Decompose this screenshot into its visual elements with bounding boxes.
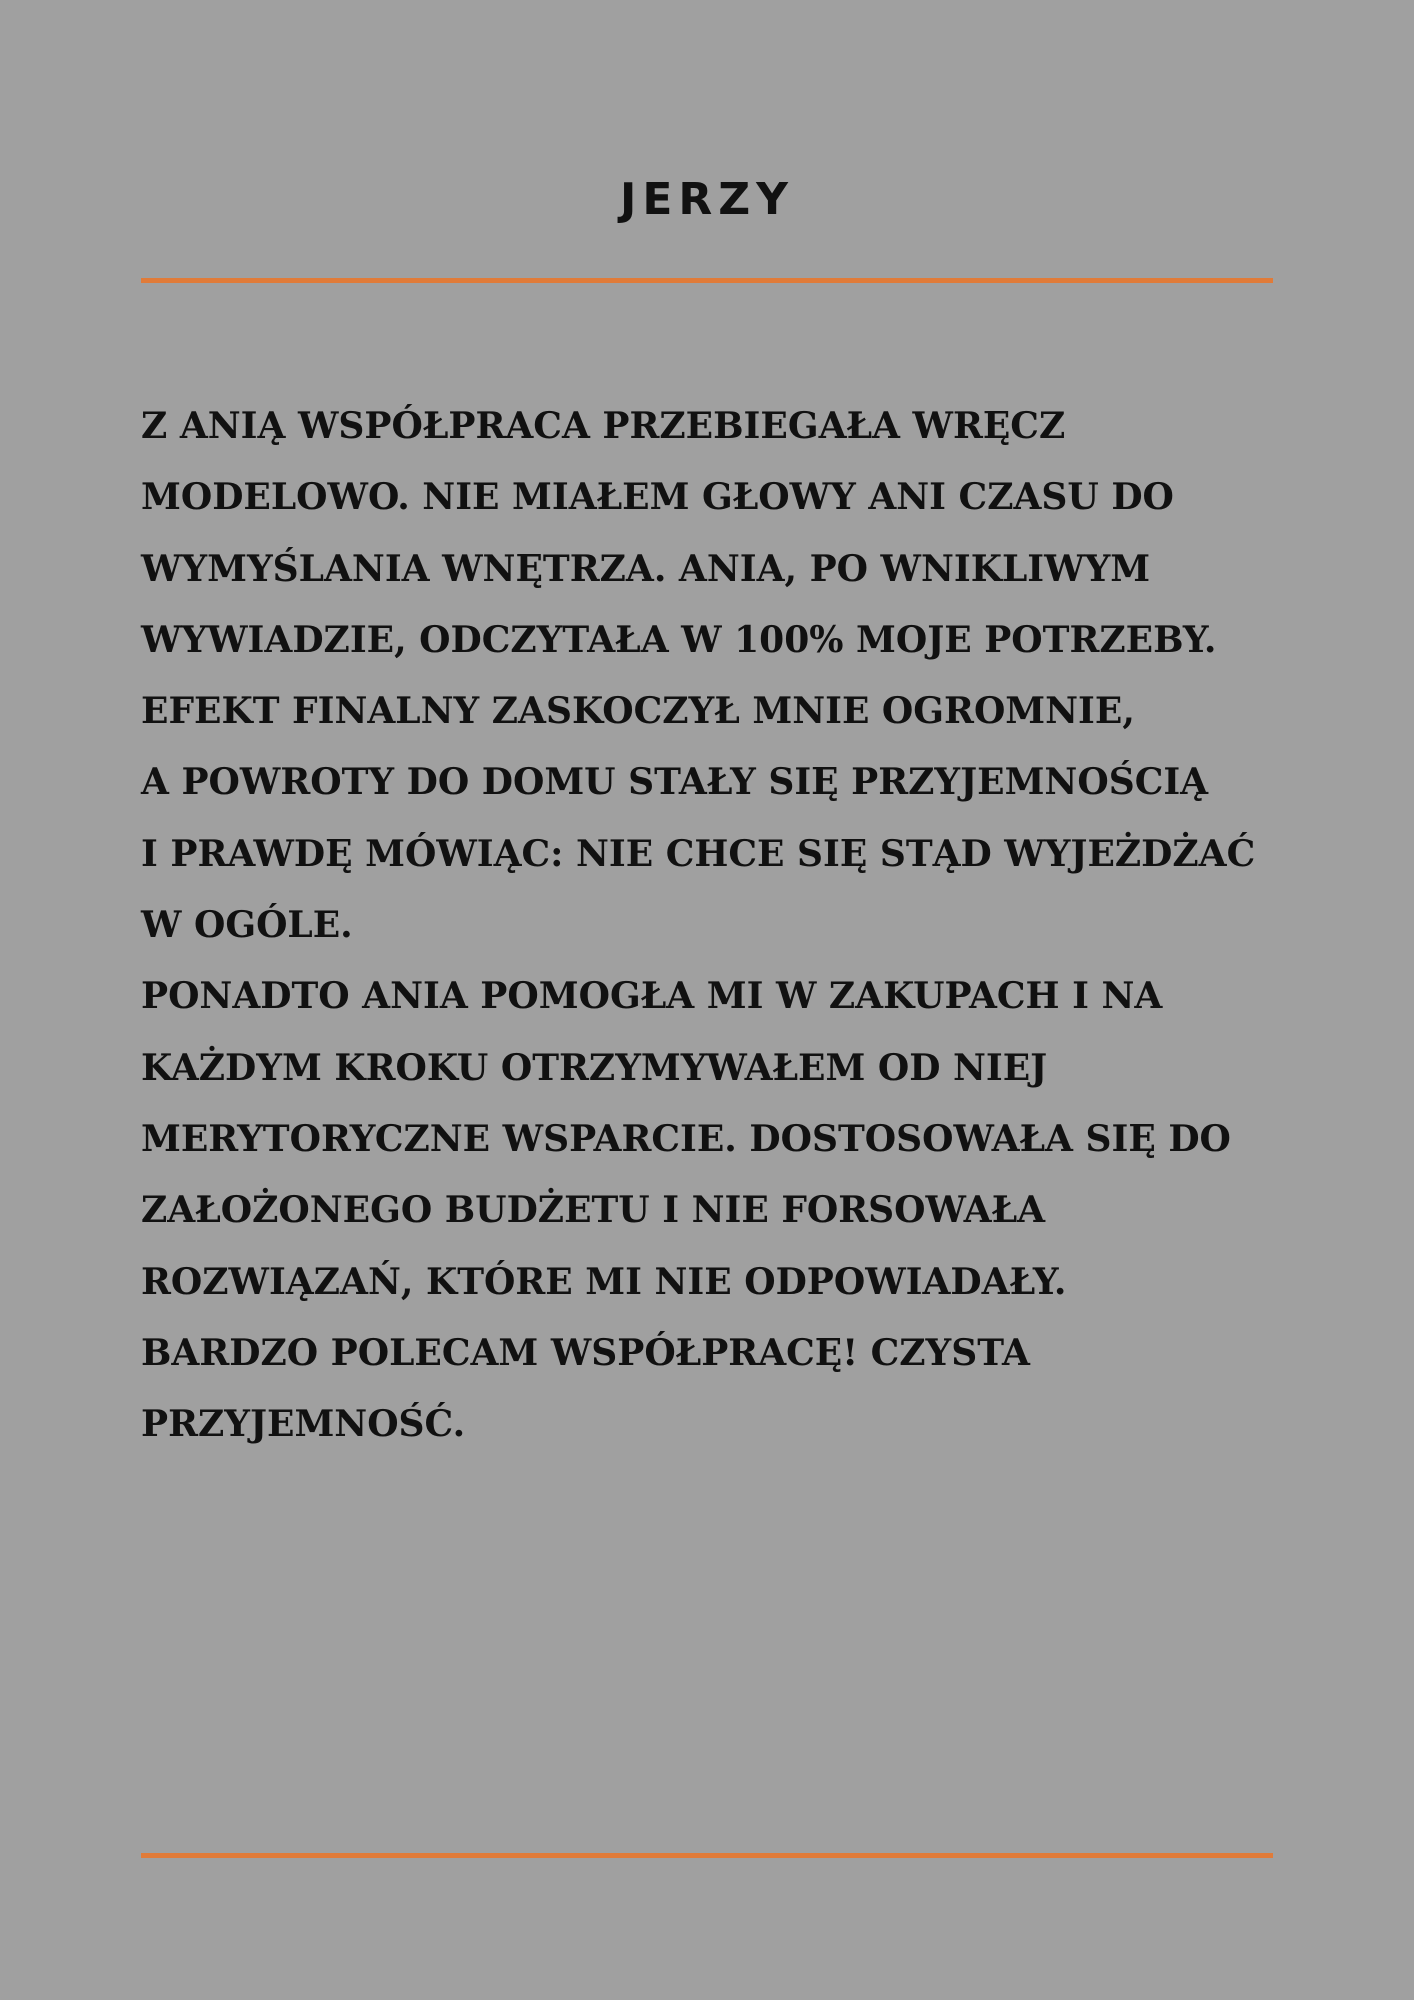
page-title: JERZY — [619, 174, 795, 225]
testimonial-line: A POWROTY DO DOMU STAŁY SIĘ PRZYJEMNOŚCIĄ — [141, 761, 1209, 804]
testimonial-line: WYMYŚLANIA WNĘTRZA. ANIA, PO WNIKLIWYM — [141, 547, 1151, 590]
testimonial-line: EFEKT FINALNY ZASKOCZYŁ MNIE OGROMNIE, — [141, 690, 1135, 733]
testimonial-line: PRZYJEMNOŚĆ. — [141, 1403, 466, 1446]
testimonial-line: ROZWIĄZAŃ, KTÓRE MI NIE ODPOWIADAŁY. — [141, 1260, 1067, 1303]
testimonial-line: PONADTO ANIA POMOGŁA MI W ZAKUPACH I NA — [141, 975, 1163, 1018]
testimonial-line: ZAŁOŻONEGO BUDŻETU I NIE FORSOWAŁA — [141, 1189, 1046, 1232]
testimonial-line: MERYTORYCZNE WSPARCIE. DOSTOSOWAŁA SIĘ DO — [141, 1117, 1231, 1160]
testimonial-line: I PRAWDĘ MÓWIĄC: NIE CHCE SIĘ STĄD WYJEŻDŻAĆ — [141, 832, 1256, 875]
top-divider — [141, 278, 1273, 283]
testimonial-line: W OGÓLE. — [141, 904, 353, 947]
testimonial-line: KAŻDYM KROKU OTRZYMYWAŁEM OD NIEJ — [141, 1046, 1048, 1089]
testimonial-line: BARDZO POLECAM WSPÓŁPRACĘ! CZYSTA — [141, 1331, 1030, 1374]
bottom-divider — [141, 1853, 1273, 1858]
testimonial-line: WYWIADZIE, ODCZYTAŁA W 100% MOJE POTRZEBY. — [141, 618, 1217, 661]
testimonial-text — [141, 391, 1291, 1460]
testimonial-line: MODELOWO. NIE MIAŁEM GŁOWY ANI CZASU DO — [141, 476, 1174, 519]
testimonial-line: Z ANIĄ WSPÓŁPRACA PRZEBIEGAŁA WRĘCZ — [141, 405, 1066, 447]
